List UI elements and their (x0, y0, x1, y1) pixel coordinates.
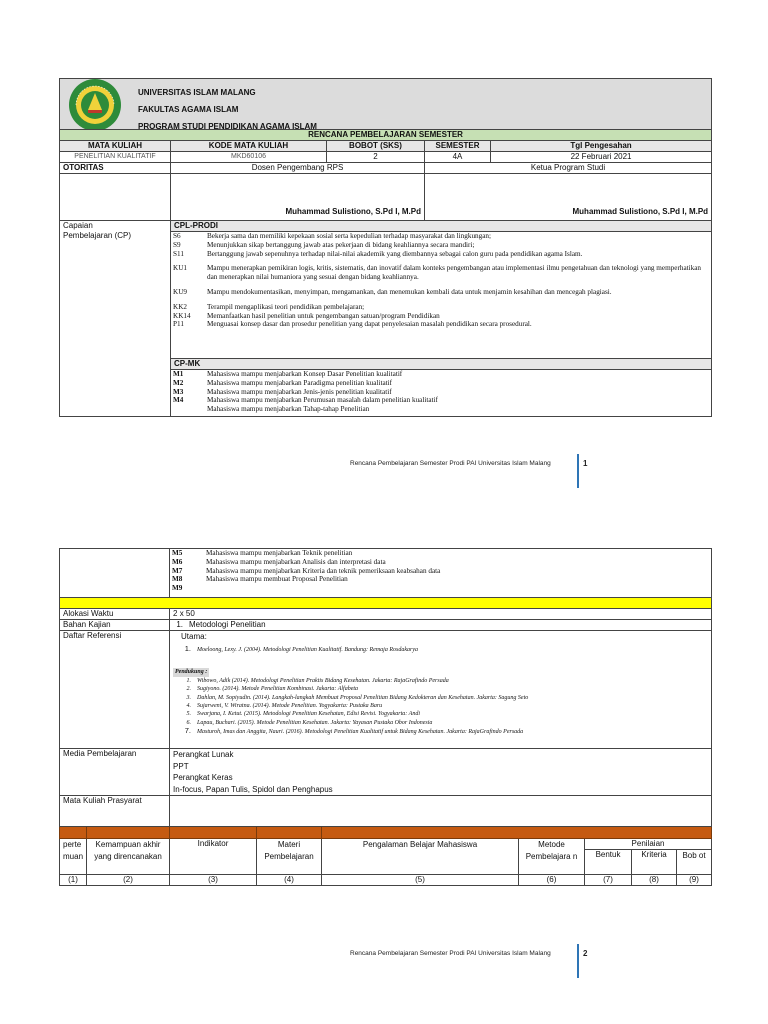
page1-footer (350, 459, 588, 468)
plan-col-number: (1) (60, 875, 87, 886)
yellow-divider (60, 598, 712, 609)
page-number: 2 (583, 949, 588, 958)
list-item: KK2 Terampil mengaplikasi teori pendidikan pembelajaran; (173, 302, 365, 311)
list-item: 1. Moeloong, Lexy. J. (2004). Metodologi Penelitian Kualitatif. Bandung: Remaja Rosdakarya (184, 644, 418, 653)
plan-col-number: (3) (170, 875, 257, 886)
utama-label: Utama: (181, 632, 207, 641)
plan-col-number: (2) (87, 875, 170, 886)
media-content: Perangkat Lunak PPT Perangkat Keras In-focus, Papan Tulis, Spidol dan Penghapus (170, 749, 712, 796)
plan-col-number: (4) (257, 875, 322, 886)
alokasi-value: 2 x 50 (170, 609, 712, 620)
list-item: 6. Lapau, Buchari. (2015). Metode Penelitian Kesehatan. Jakarta: Yayasan Pustaka Obor Indonesia (186, 719, 433, 726)
col-header-mata-kuliah: MATA KULIAH (60, 141, 171, 152)
col-header-semester: SEMESTER (425, 141, 491, 152)
media-label: Media Pembelajaran (60, 749, 170, 796)
alokasi-label: Alokasi Waktu (60, 609, 170, 620)
cpl-heading: CPL-PRODI (171, 221, 712, 232)
bahan-label: Bahan Kajian (60, 620, 170, 631)
kaprodi-label: Ketua Program Studi (425, 163, 712, 174)
capaian-label: Capaian Pembelajaran (CP) (60, 221, 171, 417)
plan-col-number: (7) (585, 875, 632, 886)
list-item: M6 Mahasiswa mampu menjabarkan Analisis dan interpretasi data (172, 557, 386, 566)
plan-header-indikator: Indikator (170, 839, 257, 875)
referensi-content (170, 631, 712, 749)
footer-divider (577, 944, 579, 978)
list-item: M4 Mahasiswa mampu menjabarkan Perumusan masalah dalam penelitian kualitatif (173, 396, 438, 405)
otoritas-label: OTORITAS (60, 163, 171, 174)
cpmk-list (171, 370, 712, 417)
plan-col-number: (6) (519, 875, 585, 886)
plan-col-number: (5) (322, 875, 519, 886)
page2-footer (350, 949, 588, 958)
university-header (60, 79, 712, 130)
footer-text: Rencana Pembelajaran Semester Prodi PAI Universitas Islam Malang (350, 460, 551, 467)
cpmk-list-continued (170, 549, 712, 598)
plan-col-number: (8) (632, 875, 677, 886)
list-item: M8 Mahasiswa mampu membuat Proposal Penelitian (172, 575, 348, 584)
list-item: 3. Dahlan, M. Sopiyudin. (2014). Langkah-langkah Membuat Proposal Penelitian Bidang Kedokteran dan Kesehatan. Jakarta: Sagung Seto (186, 694, 529, 701)
rps-title: RENCANA PEMBELAJARAN SEMESTER (60, 130, 712, 141)
footer-divider (577, 454, 579, 488)
plan-header-pengalaman: Pengalaman Belajar Mahasiswa (322, 839, 519, 875)
plan-header-bentuk: Bentuk (585, 850, 632, 875)
plan-header-kriteria: Kriteria (632, 850, 677, 875)
bahan-value: 1. Metodologi Penelitian (170, 620, 712, 631)
rps-page1-table (59, 78, 712, 417)
list-item: M9 (172, 584, 183, 593)
plan-header-materi: Materi Pembelajaran (257, 839, 322, 875)
course-date: 22 Februari 2021 (491, 152, 712, 163)
list-item: KU1 Mampu menerapkan pemikiran logis, kritis, sistematis, dan inovatif dalam konteks pengembangan atau implementasi ilmu pengetahuan dan teknologi yang memperhatikan dan menerapkan nilai humaniora yang sesuai dengan bidang keahliannya. (173, 264, 702, 282)
dosen-name: Muhammad Sulistiono, S.Pd I, M.Pd (171, 174, 425, 221)
faculty-name: FAKULTAS AGAMA ISLAM (138, 105, 239, 114)
course-semester: 4A (425, 152, 491, 163)
list-item: M7 Mahasiswa mampu menjabarkan Kriteria dan teknik pemeriksaan keabsahan data (172, 566, 441, 575)
prasyarat-value (170, 796, 712, 827)
list-item: M1 Mahasiswa mampu menjabarkan Konsep Dasar Penelitian kualitatif (173, 370, 403, 378)
col-header-bobot: BOBOT (SKS) (327, 141, 425, 152)
col-header-tgl: Tgl Pengesahan (491, 141, 712, 152)
list-item: P11 Menguasai konsep dasar dan prosedur penelitian yang dapat penyelesaian masalah pendidikan secara prosedural. (173, 320, 532, 329)
course-name: PENELITIAN KUALITATIF (60, 152, 171, 163)
plan-header-penilaian: Penilaian (585, 839, 712, 850)
list-item: S11 Bertanggung jawab sepenuhnya terhadap nilai-nilai akademik yang diembannya sebagai calon guru pada pendidikan agama Islam. (173, 249, 583, 258)
list-item: 4. Sujarweni, V. Wiratna. (2014). Metode Penelitian. Yogyakarta: Pustaka Baru (186, 703, 383, 710)
list-item: M5 Mahasiswa mampu menjabarkan Teknik penelitian (172, 549, 353, 557)
list-item: S6 Bekerja sama dan memiliki kepekaan sosial serta kepedulian terhadap masyarakat dan lingkungan; (173, 232, 492, 240)
list-item: Mahasiswa mampu menjabarkan Tahap-tahap Penelitian (207, 405, 370, 414)
page-number: 1 (583, 459, 588, 468)
plan-header-kemampuan: Kemampuan akhir yang direncanakan (87, 839, 170, 875)
rps-page2-table (59, 548, 712, 886)
kaprodi-name: Muhammad Sulistiono, S.Pd I, M.Pd (425, 174, 712, 221)
list-item: 2. Sugiyono. (2014). Metode Penelitian Kombinasi. Jakarta: Alfabeta (186, 686, 359, 693)
course-code: MKD60106 (171, 152, 327, 163)
dosen-label: Dosen Pengembang RPS (171, 163, 425, 174)
list-item: 1. Wibowo, Adik (2014). Metodologi Penelitian Praktis Bidang Kesehatan. Jakarta: RajaGrafindo Persada (186, 677, 449, 684)
program-name: PROGRAM STUDI PENDIDIKAN AGAMA ISLAM (138, 122, 317, 130)
list-item: 7. Masturoh, Imas dan Anggita, Nauri. (2016). Metodologi Penelitian Kualitatif untuk Bidang Kesehatan. Jakarta: RajaGrafindo Persada (184, 726, 524, 736)
university-logo-icon (66, 79, 124, 130)
cpl-list (171, 232, 712, 359)
plan-header-pertemuan: perte muan (60, 839, 87, 875)
footer-text: Rencana Pembelajaran Semester Prodi PAI Universitas Islam Malang (350, 950, 551, 957)
list-item: KK14 Memanfaatkan hasil penelitian untuk pengembangan satuan/program Pendidikan (173, 311, 440, 320)
list-item: 5. Swarjana, I. Ketut. (2015). Metodologi Penelitian Kesehatan, Edisi Revisi. Yogyakarta: Andi (186, 711, 420, 718)
plan-header-bobot: Bob ot (677, 850, 712, 875)
pendukung-label: Pendukung : (175, 669, 208, 676)
plan-header-metode: Metode Pembelajara n (519, 839, 585, 875)
col-header-kode: KODE MATA KULIAH (171, 141, 327, 152)
list-item: KU9 Mampu mendokumentasikan, menyimpan, mengamankan, dan menemukan kembali data untuk menjamin kesahihan dan mencegah plagiasi. (173, 287, 612, 296)
prasyarat-label: Mata Kuliah Prasyarat (60, 796, 170, 827)
plan-col-number: (9) (677, 875, 712, 886)
list-item: M3 Mahasiswa mampu menjabarkan Jenis-jenis penelitian kualitatif (173, 387, 392, 396)
university-name: UNIVERSITAS ISLAM MALANG (138, 88, 256, 97)
course-sks: 2 (327, 152, 425, 163)
list-item: M2 Mahasiswa mampu menjabarkan Paradigma penelitian kualitatif (173, 378, 393, 387)
referensi-label: Daftar Referensi (60, 631, 170, 749)
cpmk-heading: CP-MK (171, 359, 712, 370)
list-item: S9 Menunjukkan sikap bertanggung jawab atas pekerjaan di bidang keahliannya secara mandiri; (173, 240, 475, 249)
